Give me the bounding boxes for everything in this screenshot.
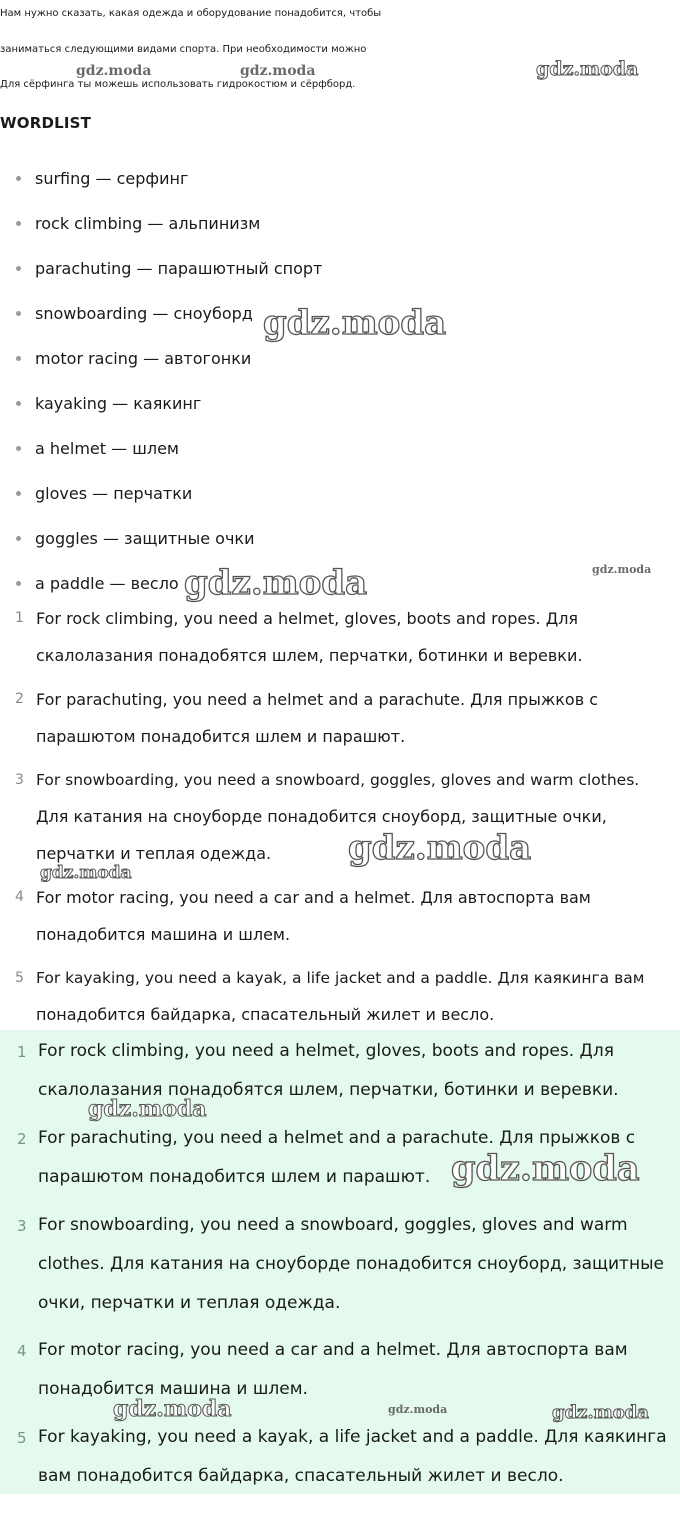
watermark: gdz.moda — [552, 1402, 649, 1423]
watermark: gdz.moda — [263, 303, 447, 343]
bullet-icon — [16, 311, 21, 316]
answer-line: For motor racing, you need a car and a helmet. Для автоспорта вам — [36, 888, 591, 907]
bullet-icon — [16, 176, 21, 181]
list-item — [16, 259, 322, 278]
list-item-text: goggles — защитные очки — [35, 529, 255, 548]
answer-line: Для катания на сноуборде понадобится сноуборд, защитные очки, — [36, 807, 607, 826]
answer-number: 3 — [15, 772, 24, 788]
answer-line: For motor racing, you need a car and a helmet. Для автоспорта вам — [38, 1340, 628, 1360]
bullet-icon — [16, 266, 21, 271]
bullet-icon — [16, 581, 21, 586]
answer-line: For rock climbing, you need a helmet, gloves, boots and ropes. Для — [36, 609, 579, 628]
bullet-icon — [16, 401, 21, 406]
answer-number: 5 — [15, 970, 24, 986]
list-item — [16, 304, 253, 323]
list-item-text: parachuting — парашютный спорт — [35, 259, 323, 278]
list-item-text: kayaking — каякинг — [35, 394, 202, 413]
answer-number: 1 — [15, 610, 24, 626]
watermark: gdz.moda — [76, 63, 152, 79]
watermark: gdz.moda — [240, 63, 316, 79]
answer-line: For snowboarding, you need a snowboard, goggles, gloves and warm clothes. — [36, 771, 640, 789]
watermark: gdz.moda — [592, 563, 652, 576]
answer-line: понадобится машина и шлем. — [36, 925, 291, 944]
watermark: gdz.moda — [451, 1148, 640, 1189]
list-item-text: motor racing — автогонки — [35, 349, 252, 368]
list-item-text: a helmet — шлем — [35, 439, 179, 458]
list-item — [16, 394, 201, 413]
watermark: gdz.moda — [348, 828, 532, 868]
answer-number: 1 — [17, 1043, 27, 1061]
answer-line: вам понадобится байдарка, спасательный жилет и весло. — [38, 1466, 564, 1486]
bullet-icon — [16, 491, 21, 496]
bullet-icon — [16, 221, 21, 226]
list-item-text: a paddle — весло — [35, 574, 179, 593]
answer-line: For parachuting, you need a helmet and a parachute. Для прыжков с — [38, 1128, 636, 1148]
answer-line: For rock climbing, you need a helmet, gloves, boots and ropes. Для — [38, 1041, 614, 1061]
intro-line-2: заниматься следующими видами спорта. При необходимости можно — [0, 44, 367, 55]
bullet-icon — [16, 446, 21, 451]
list-item — [16, 484, 192, 503]
watermark: gdz.moda — [113, 1396, 232, 1422]
bullet-icon — [16, 536, 21, 541]
answer-line: For kayaking, you need a kayak, a life jacket and a paddle. Для каякинга — [38, 1427, 667, 1447]
intro-line-1: Нам нужно сказать, какая одежда и оборудование понадобится, чтобы — [0, 8, 382, 19]
answer-line: скалолазания понадобятся шлем, перчатки, ботинки и веревки. — [38, 1080, 619, 1100]
list-item-text: rock climbing — альпинизм — [35, 214, 261, 233]
answer-line: For kayaking, you need a kayak, a life jacket and a paddle. Для каякинга вам — [36, 969, 645, 987]
intro-line-3: Для сёрфинга ты можешь использовать гидрокостюм и сёрфборд. — [0, 79, 356, 90]
list-item — [16, 349, 251, 368]
answer-line: clothes. Для катания на сноуборде понадобится сноуборд, защитные — [38, 1254, 664, 1274]
answer-line: понадобится байдарка, спасательный жилет и весло. — [36, 1005, 495, 1024]
answer-number: 4 — [17, 1342, 27, 1360]
answer-number: 4 — [15, 889, 24, 905]
list-item-text: gloves — перчатки — [35, 484, 193, 503]
list-item — [16, 214, 260, 233]
wordlist-heading: WORDLIST — [0, 114, 92, 132]
answer-line: парашютом понадобится шлем и парашют. — [38, 1167, 431, 1187]
answer-line: очки, перчатки и теплая одежда. — [38, 1293, 341, 1313]
list-item — [16, 169, 188, 188]
watermark: gdz.moda — [536, 58, 639, 80]
watermark: gdz.moda — [88, 1096, 207, 1122]
list-item-text: snowboarding — сноуборд — [35, 304, 253, 323]
answer-number: 5 — [17, 1429, 27, 1447]
answer-line: парашютом понадобится шлем и парашют. — [36, 727, 406, 746]
watermark: gdz.moda — [40, 863, 132, 883]
list-item-text: surfing — серфинг — [35, 169, 189, 188]
answer-line: For snowboarding, you need a snowboard, goggles, gloves and warm — [38, 1215, 628, 1235]
answer-line: перчатки и теплая одежда. — [36, 844, 272, 863]
answer-line: For parachuting, you need a helmet and a parachute. Для прыжков с — [36, 690, 599, 709]
answer-line: понадобится машина и шлем. — [38, 1379, 308, 1399]
list-item — [16, 574, 179, 593]
watermark: gdz.moda — [184, 563, 368, 603]
list-item — [16, 529, 254, 548]
list-item — [16, 439, 179, 458]
answer-number: 3 — [17, 1217, 27, 1235]
watermark: gdz.moda — [388, 1403, 448, 1416]
answer-number: 2 — [15, 691, 24, 707]
bullet-icon — [16, 356, 21, 361]
answer-number: 2 — [17, 1130, 27, 1148]
answer-line: скалолазания понадобятся шлем, перчатки, ботинки и веревки. — [36, 646, 583, 665]
